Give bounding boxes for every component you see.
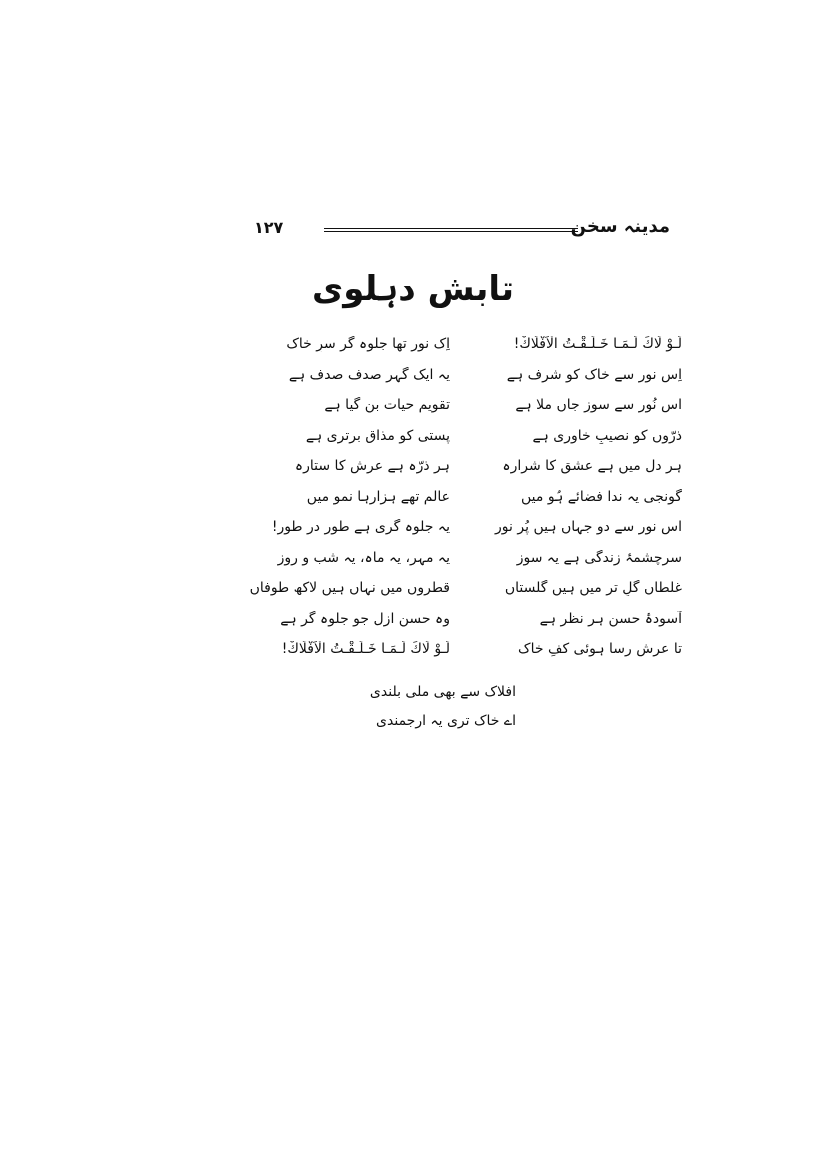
misra-left: یہ ایک گہر صدف صدف ہے [288, 366, 450, 383]
couplet [250, 336, 682, 367]
couplet [250, 611, 682, 642]
misra-left: یہ مہر، یہ ماہ، یہ شب و روز [277, 549, 450, 566]
misra-left: یہ جلوہ گری ہے طور در طور! [271, 519, 450, 535]
couplet [250, 641, 682, 672]
couplet [250, 550, 682, 581]
poem-title: تابش دہلوی [312, 269, 514, 309]
closing-line: افلاک سے بھی ملی بلندی [369, 684, 516, 700]
misra-left: ہر ذرّہ ہے عرش کا ستارہ [294, 458, 450, 474]
page-header [240, 214, 680, 248]
couplet [250, 519, 682, 550]
misra-right: لَـوْ لَاكَ لَـمَـا خَـلَـقْـتُ الْاَفْلَاكْ! [513, 336, 682, 352]
misra-left: لَـوْ لَاكَ لَـمَـا خَـلَـقْـتُ الْاَفْلَاكْ! [281, 641, 450, 657]
misra-right: اس نُور سے سوزِ جاں ملا ہے [515, 397, 682, 413]
couplet [250, 580, 682, 611]
misra-left: عالم تھے ہزارہا نمو میں [306, 488, 450, 505]
misra-right: تا عرش رسا ہوئی کفِ خاک [518, 641, 682, 657]
closing-line: اے خاک تری یہ ارجمندی [376, 713, 516, 729]
misra-right: آسودۂ حسن ہر نظر ہے [539, 610, 682, 627]
misra-right: اِس نور سے خاک کو شرف ہے [506, 366, 682, 383]
couplet [250, 428, 682, 459]
couplet [250, 489, 682, 520]
header-double-rule [324, 228, 578, 232]
misra-right: ذرّوں کو نصیبِ خاوری ہے [532, 427, 682, 444]
poem-stanza [250, 336, 682, 672]
couplet [250, 458, 682, 489]
closing-couplet [300, 684, 526, 742]
misra-left: تقویمِ حیات بن گیا ہے [324, 397, 450, 413]
misra-right: سرچشمۂ زندگی ہے یہ سوز [516, 549, 682, 566]
misra-right: غلطاں گلِ تر میں ہیں گلستاں [504, 580, 682, 596]
misra-right: اس نور سے دو جہاں ہیں پُر نور [495, 519, 682, 535]
running-title: مدینہ سخن [570, 216, 670, 237]
misra-left: وہ حسنِ ازل جو جلوہ گر ہے [280, 610, 450, 627]
misra-right: گونجی یہ ندا فضائے ہُو میں [521, 488, 682, 505]
misra-left: اِک نور تھا جلوہ گر سرِ خاک [286, 336, 450, 352]
misra-left: قطروں میں نہاں ہیں لاکھ طوفاں [250, 580, 450, 596]
page-number: ۱۲۷ [254, 218, 284, 237]
misra-right: ہر دل میں ہے عشق کا شرارہ [502, 458, 682, 474]
couplet [250, 367, 682, 398]
misra-left: پستی کو مذاقِ برتری ہے [305, 427, 450, 444]
couplet [250, 397, 682, 428]
